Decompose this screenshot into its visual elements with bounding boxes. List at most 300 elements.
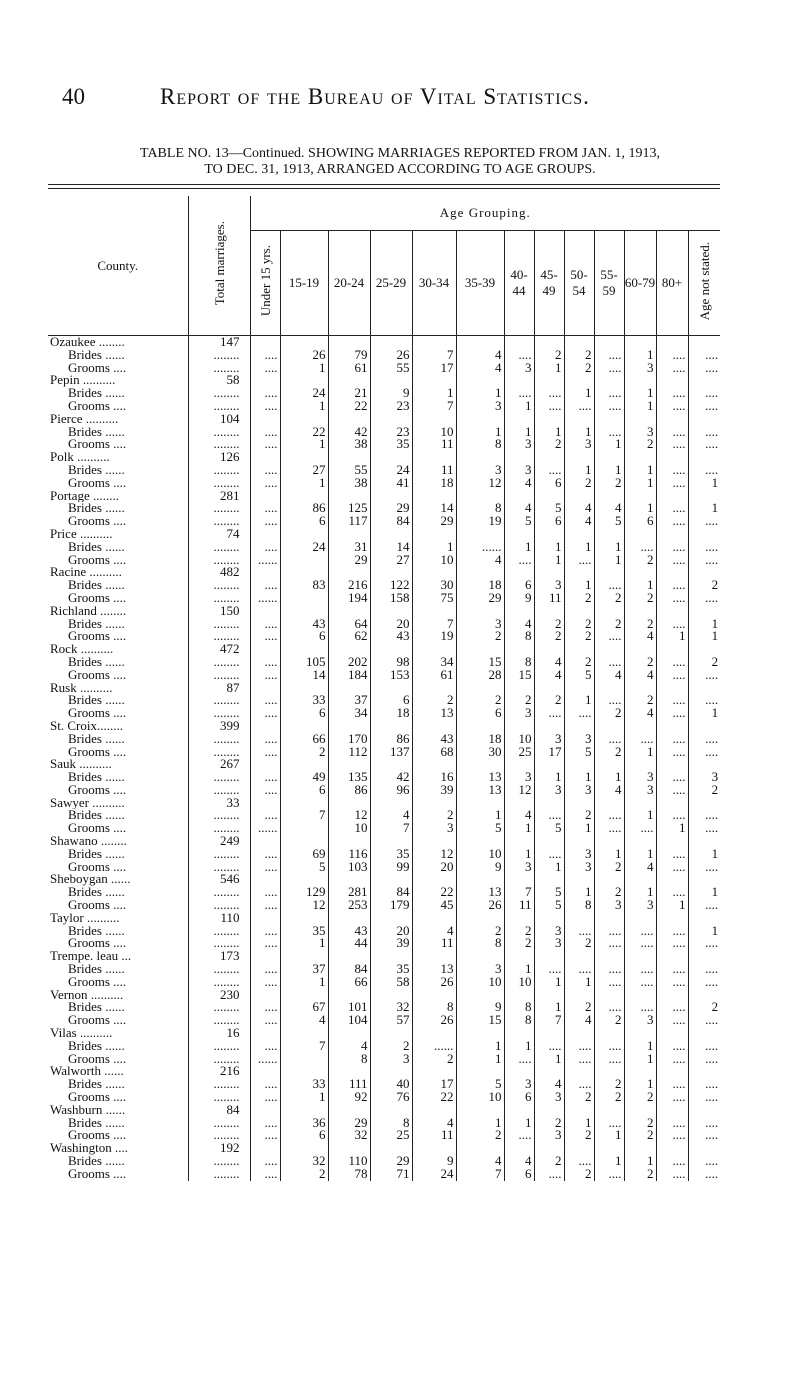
age-cell: 7: [370, 822, 412, 835]
total-cell: ........: [188, 1014, 250, 1027]
age-cell: 3: [504, 861, 534, 874]
total-cell: 267: [188, 758, 250, 771]
age-cell: 4: [624, 630, 656, 643]
age-cell: 4: [456, 554, 504, 567]
age-cell: [456, 873, 504, 886]
age-cell: [656, 873, 688, 886]
age-cell: [594, 413, 624, 426]
age-cell: [280, 592, 328, 605]
table-row: [48, 349, 720, 362]
age-cell: 1: [534, 554, 564, 567]
age-cell: ....: [656, 1040, 688, 1053]
age-cell: 8: [328, 1053, 370, 1066]
age-cell: ....: [250, 362, 280, 375]
age-cell: ....: [250, 1091, 280, 1104]
table-row: [48, 528, 720, 541]
total-cell: ........: [188, 554, 250, 567]
age-cell: ....: [250, 784, 280, 797]
age-cell: ....: [688, 541, 720, 554]
age-cell: [688, 758, 720, 771]
age-cell: 1: [504, 963, 534, 976]
table-row: [48, 797, 720, 810]
age-cell: 135: [328, 771, 370, 784]
age-cell: [564, 873, 594, 886]
age-cell: 1: [564, 541, 594, 554]
age-cell: [328, 1142, 370, 1155]
age-cell: 86: [370, 733, 412, 746]
age-cell: [504, 336, 534, 349]
table-row: [48, 1078, 720, 1091]
age-cell: ....: [504, 1053, 534, 1066]
age-cell: [370, 835, 412, 848]
age-cell: 3: [564, 784, 594, 797]
table-row: [48, 950, 720, 963]
table-row: [48, 387, 720, 400]
age-cell: 10: [412, 426, 456, 439]
age-cell: 33: [280, 694, 328, 707]
age-cell: [624, 797, 656, 810]
age-cell: 1: [594, 554, 624, 567]
age-cell: [594, 528, 624, 541]
age-cell: 3: [624, 771, 656, 784]
table-row: [48, 886, 720, 899]
county-cell: Brides ......: [68, 1155, 125, 1168]
age-cell: [656, 336, 688, 349]
age-cell: [280, 413, 328, 426]
table-row: [48, 1027, 720, 1040]
age-cell: ....: [250, 963, 280, 976]
county-cell: Brides ......: [68, 1001, 125, 1015]
age-cell: [370, 797, 412, 810]
age-cell: 7: [280, 1040, 328, 1053]
total-cell: ........: [188, 426, 250, 439]
age-col-header: 55-59: [594, 231, 624, 336]
age-cell: 5: [564, 746, 594, 759]
age-cell: 9: [412, 1155, 456, 1168]
age-cell: 5: [534, 899, 564, 912]
age-cell: [412, 950, 456, 963]
age-cell: 42: [370, 771, 412, 784]
county-cell: Brides ......: [68, 809, 125, 823]
age-cell: ....: [656, 502, 688, 515]
age-cell: 1: [656, 822, 688, 835]
age-cell: ....: [656, 541, 688, 554]
age-cell: [564, 528, 594, 541]
age-cell: 3: [534, 937, 564, 950]
age-cell: [370, 643, 412, 656]
age-cell: ....: [594, 1040, 624, 1053]
age-cell: [564, 1104, 594, 1117]
age-cell: [656, 643, 688, 656]
age-cell: [534, 950, 564, 963]
age-cell: 22: [328, 400, 370, 413]
age-cell: [688, 873, 720, 886]
total-cell: 173: [188, 950, 250, 963]
age-cell: 2: [280, 1168, 328, 1181]
age-cell: ....: [594, 976, 624, 989]
age-cell: [328, 873, 370, 886]
age-cell: [412, 989, 456, 1002]
age-cell: ....: [656, 1001, 688, 1014]
age-cell: [456, 605, 504, 618]
age-cell: 6: [504, 1168, 534, 1181]
age-cell: 43: [328, 925, 370, 938]
age-cell: 33: [280, 1078, 328, 1091]
table-row: [48, 1155, 720, 1168]
county-cell: Washburn ......: [50, 1103, 126, 1117]
age-cell: 1: [504, 426, 534, 439]
total-cell: 281: [188, 490, 250, 503]
age-cell: 24: [280, 387, 328, 400]
age-cell: ....: [250, 1014, 280, 1027]
age-cell: [656, 1065, 688, 1078]
age-cell: 29: [328, 554, 370, 567]
age-cell: ....: [250, 541, 280, 554]
age-cell: ....: [688, 1091, 720, 1104]
age-cell: 110: [328, 1155, 370, 1168]
total-cell: 126: [188, 451, 250, 464]
county-cell: Grooms ....: [68, 630, 127, 644]
age-cell: ....: [688, 733, 720, 746]
age-cell: 75: [412, 592, 456, 605]
age-cell: 18: [370, 707, 412, 720]
county-cell: Brides ......: [68, 847, 125, 861]
age-cell: 6: [280, 630, 328, 643]
age-cell: [564, 797, 594, 810]
age-cell: ....: [250, 1078, 280, 1091]
page-number: 40: [62, 84, 85, 109]
table-row: [48, 592, 720, 605]
county-cell: Sawyer ..........: [50, 796, 125, 810]
age-cell: [250, 643, 280, 656]
age-cell: 39: [370, 937, 412, 950]
age-cell: ....: [250, 694, 280, 707]
age-cell: 3: [564, 848, 594, 861]
age-cell: 3: [504, 438, 534, 451]
age-cell: 69: [280, 848, 328, 861]
table-row: [48, 630, 720, 643]
age-cell: 86: [328, 784, 370, 797]
age-cell: 8: [370, 1117, 412, 1130]
age-cell: ....: [534, 707, 564, 720]
table-row: [48, 1001, 720, 1014]
age-cell: [280, 554, 328, 567]
age-cell: 1: [280, 937, 328, 950]
age-cell: [504, 490, 534, 503]
age-cell: 2: [688, 656, 720, 669]
age-cell: [250, 720, 280, 733]
age-cell: [504, 605, 534, 618]
age-cell: 19: [456, 515, 504, 528]
age-cell: [688, 682, 720, 695]
age-cell: 1: [624, 400, 656, 413]
age-cell: 2: [594, 592, 624, 605]
age-cell: 112: [328, 746, 370, 759]
age-cell: [534, 1104, 564, 1117]
age-cell: 92: [328, 1091, 370, 1104]
age-cell: 2: [624, 1117, 656, 1130]
age-cell: [688, 1027, 720, 1040]
age-cell: [534, 682, 564, 695]
age-cell: [250, 528, 280, 541]
county-cell: Shawano ........: [50, 835, 127, 848]
table-row: [48, 656, 720, 669]
age-cell: ....: [250, 861, 280, 874]
age-cell: [594, 1027, 624, 1040]
age-cell: 170: [328, 733, 370, 746]
age-cell: [624, 758, 656, 771]
age-cell: ....: [656, 426, 688, 439]
age-cell: 26: [456, 899, 504, 912]
age-cell: [564, 413, 594, 426]
age-cell: [456, 720, 504, 733]
table-row: [48, 1129, 720, 1142]
age-cell: ....: [688, 362, 720, 375]
age-cell: [456, 758, 504, 771]
age-cell: 66: [328, 976, 370, 989]
age-cell: [250, 566, 280, 579]
age-cell: [594, 566, 624, 579]
age-cell: [594, 989, 624, 1002]
total-cell: ........: [188, 861, 250, 874]
age-cell: ....: [594, 937, 624, 950]
age-cell: 17: [534, 746, 564, 759]
age-cell: ....: [624, 937, 656, 950]
age-cell: [564, 451, 594, 464]
total-cell: ........: [188, 733, 250, 746]
age-cell: 6: [534, 477, 564, 490]
age-cell: [564, 682, 594, 695]
age-cell: [504, 989, 534, 1002]
total-cell: 399: [188, 720, 250, 733]
age-cell: 2: [624, 618, 656, 631]
age-cell: 253: [328, 899, 370, 912]
county-cell: Richland ........: [50, 604, 127, 618]
age-cell: 57: [370, 1014, 412, 1027]
age-cell: 86: [280, 502, 328, 515]
age-cell: 4: [534, 1078, 564, 1091]
age-cell: ....: [250, 771, 280, 784]
age-cell: [370, 1142, 412, 1155]
age-cell: [328, 413, 370, 426]
age-cell: [370, 758, 412, 771]
age-cell: [656, 682, 688, 695]
table-row: [48, 618, 720, 631]
age-cell: ....: [594, 963, 624, 976]
county-cell: Grooms ....: [68, 438, 127, 452]
age-cell: 23: [370, 426, 412, 439]
age-cell: 1: [280, 362, 328, 375]
age-cell: [688, 912, 720, 925]
age-cell: ......: [250, 554, 280, 567]
age-cell: 2: [564, 618, 594, 631]
age-cell: 5: [534, 822, 564, 835]
age-cell: [564, 1142, 594, 1155]
age-cell: [688, 950, 720, 963]
county-cell: Grooms ....: [68, 1014, 127, 1028]
total-cell: ........: [188, 464, 250, 477]
total-cell: ........: [188, 656, 250, 669]
total-cell: ........: [188, 1001, 250, 1014]
age-cell: 8: [564, 899, 594, 912]
age-cell: 1: [564, 464, 594, 477]
age-cell: [456, 797, 504, 810]
table-row: [48, 720, 720, 733]
total-cell: 230: [188, 989, 250, 1002]
age-cell: 99: [370, 861, 412, 874]
age-cell: [656, 490, 688, 503]
marriages-table: [48, 196, 720, 1181]
age-cell: 3: [412, 822, 456, 835]
age-cell: 79: [328, 349, 370, 362]
age-cell: [250, 682, 280, 695]
age-cell: 3: [456, 963, 504, 976]
age-cell: 5: [456, 822, 504, 835]
age-cell: ....: [688, 400, 720, 413]
age-cell: [656, 566, 688, 579]
age-cell: [456, 912, 504, 925]
total-cell: ........: [188, 1091, 250, 1104]
age-cell: [412, 1104, 456, 1117]
table-row: [48, 784, 720, 797]
age-cell: ....: [688, 1168, 720, 1181]
age-col-header: 60-79: [624, 231, 656, 336]
age-cell: 2: [534, 1155, 564, 1168]
age-cell: 4: [594, 502, 624, 515]
age-cell: 14: [370, 541, 412, 554]
age-cell: ....: [534, 1168, 564, 1181]
table-row: [48, 1142, 720, 1155]
total-cell: 249: [188, 835, 250, 848]
age-cell: [328, 758, 370, 771]
age-cell: [370, 720, 412, 733]
total-cell: ........: [188, 438, 250, 451]
age-cell: 4: [370, 809, 412, 822]
age-cell: ....: [624, 963, 656, 976]
total-cell: ........: [188, 515, 250, 528]
age-cell: 1: [594, 464, 624, 477]
age-col-header: 15-19: [280, 231, 328, 336]
age-cell: [370, 1027, 412, 1040]
age-cell: ....: [688, 438, 720, 451]
age-cell: 5: [504, 515, 534, 528]
table-row: [48, 1014, 720, 1027]
age-cell: [656, 720, 688, 733]
age-cell: [328, 720, 370, 733]
age-cell: [412, 797, 456, 810]
age-cell: [504, 950, 534, 963]
total-cell: 192: [188, 1142, 250, 1155]
total-cell: ........: [188, 784, 250, 797]
age-cell: [412, 413, 456, 426]
age-cell: 1: [624, 1040, 656, 1053]
age-cell: 2: [564, 362, 594, 375]
age-cell: 104: [328, 1014, 370, 1027]
age-cell: 8: [504, 1014, 534, 1027]
county-cell: Brides ......: [68, 655, 125, 669]
age-cell: [370, 1065, 412, 1078]
age-cell: ....: [688, 1040, 720, 1053]
age-cell: [534, 413, 564, 426]
county-cell: Grooms ....: [68, 899, 127, 912]
age-cell: ....: [250, 886, 280, 899]
age-cell: ....: [534, 963, 564, 976]
age-cell: [594, 643, 624, 656]
age-cell: ....: [688, 669, 720, 682]
age-cell: 129: [280, 886, 328, 899]
age-cell: [564, 912, 594, 925]
age-cell: 1: [564, 694, 594, 707]
age-cell: ....: [656, 784, 688, 797]
top-rule-2: [48, 188, 720, 189]
age-cell: [564, 758, 594, 771]
age-cell: 122: [370, 579, 412, 592]
age-cell: [250, 1065, 280, 1078]
age-cell: 4: [564, 1014, 594, 1027]
age-cell: [688, 413, 720, 426]
county-cell: Brides ......: [68, 1078, 125, 1092]
age-cell: 24: [412, 1168, 456, 1181]
age-cell: [504, 566, 534, 579]
age-cell: 14: [412, 502, 456, 515]
age-cell: [656, 758, 688, 771]
age-cell: 83: [280, 579, 328, 592]
caption-line-2: TO DEC. 31, 1913, ARRANGED ACCORDING TO AGE GROUPS.: [204, 162, 596, 177]
age-cell: 1: [688, 707, 720, 720]
age-cell: 3: [456, 464, 504, 477]
county-cell: Polk ..........: [50, 451, 110, 464]
age-cell: [624, 413, 656, 426]
age-cell: ....: [656, 1078, 688, 1091]
age-cell: 20: [412, 861, 456, 874]
age-cell: ....: [250, 925, 280, 938]
age-cell: [688, 1104, 720, 1117]
age-cell: [624, 528, 656, 541]
age-cell: ....: [656, 349, 688, 362]
total-cell: ........: [188, 1040, 250, 1053]
table-row: [48, 873, 720, 886]
age-cell: ....: [564, 1155, 594, 1168]
age-cell: 10: [504, 733, 534, 746]
age-cell: 2: [624, 554, 656, 567]
age-cell: 2: [594, 861, 624, 874]
age-cell: 25: [504, 746, 534, 759]
age-cell: 3: [534, 1091, 564, 1104]
age-cell: ....: [688, 1078, 720, 1091]
age-cell: 98: [370, 656, 412, 669]
age-cell: 1: [456, 426, 504, 439]
age-cell: ....: [688, 426, 720, 439]
age-cell: 84: [370, 886, 412, 899]
age-cell: [594, 374, 624, 387]
age-cell: 3: [534, 579, 564, 592]
age-cell: ....: [250, 937, 280, 950]
age-cell: 32: [328, 1129, 370, 1142]
age-cell: [534, 643, 564, 656]
age-cell: ....: [624, 976, 656, 989]
age-cell: [656, 1104, 688, 1117]
age-cell: 2: [594, 707, 624, 720]
age-cell: [534, 1065, 564, 1078]
age-cell: 29: [370, 502, 412, 515]
age-cell: 7: [412, 618, 456, 631]
age-cell: 2: [564, 1091, 594, 1104]
age-cell: [656, 605, 688, 618]
age-cell: ....: [688, 592, 720, 605]
age-cell: 11: [504, 899, 534, 912]
age-cell: 2: [594, 1014, 624, 1027]
table-row: [48, 1053, 720, 1066]
